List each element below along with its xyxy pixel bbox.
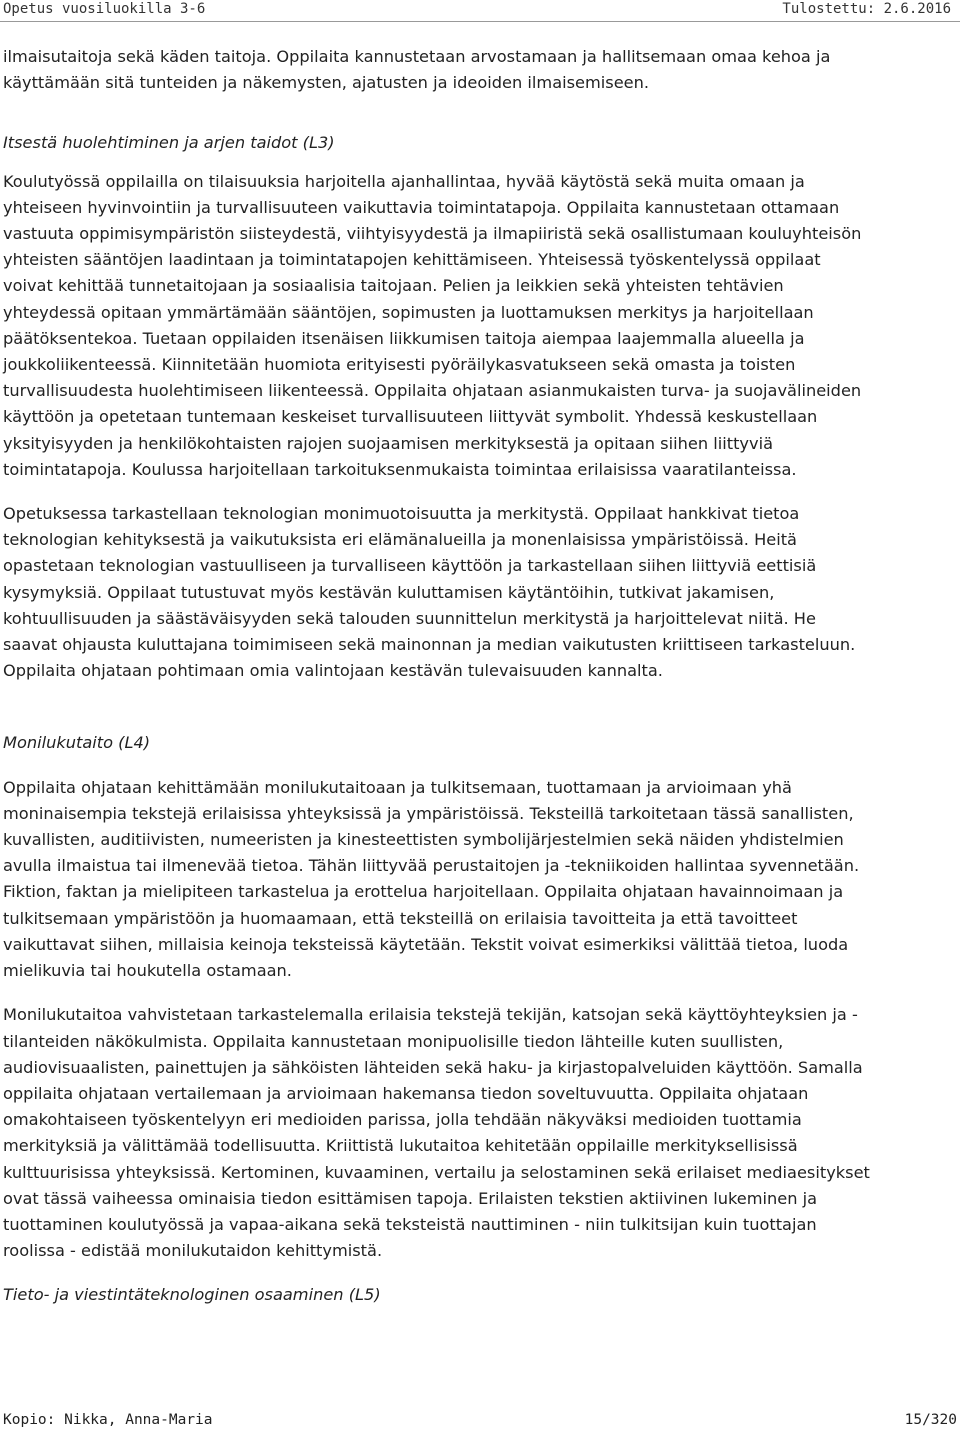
text-line: merkityksiä ja välittämää todellisuutta. Kriittistä lukutaitoa kehitetään oppilaille merkityksellisissä <box>3 1136 798 1156</box>
text-line: audiovisuaalisten, painettujen ja sähköisten lähteiden sekä haku- ja kirjastopalveluiden käyttöön. Samalla <box>3 1057 863 1077</box>
text-line: joukkoliikenteessä. Kiinnitetään huomiota erityisesti pyöräilykasvatukseen sekä omasta ja toisten <box>3 355 796 375</box>
text-line: kysymyksiä. Oppilaat tutustuvat myös kestävän kuluttamisen käytäntöihin, tutkivat jakamisen, <box>3 582 775 602</box>
intro-paragraph <box>3 44 957 96</box>
text-line: yhteydessä opitaan ymmärtämään sääntöjen, sopimusten ja luottamuksen merkitys ja harjoitellaan <box>3 302 814 322</box>
section-heading-l5: Tieto- ja viestintäteknologinen osaaminen (L5) <box>3 1285 381 1305</box>
print-date: Tulostettu: 2.6.2016 <box>782 1 951 17</box>
text-line: Opetuksessa tarkastellaan teknologian monimuotoisuutta ja merkitystä. Oppilaat hankkivat tietoa <box>3 504 800 524</box>
text-line: vastuuta oppimisympäristön siisteydestä, viihtyisyydestä ja ilmapiiristä sekä osallistumaan kouluyhteisön <box>3 224 862 244</box>
text-line: voivat kehittää tunnetaitojaan ja sosiaalisia taitojaan. Pelien ja leikkien sekä yhteisten tehtävien <box>3 276 784 296</box>
text-line: teknologian kehityksestä ja vaikutuksista eri elämänalueilla ja monenlaisissa ympäristöissä. Heitä <box>3 530 797 550</box>
text-line: opastetaan teknologian vastuulliseen ja turvalliseen käyttöön ja tarkastellaan siihen liittyviä eettisiä <box>3 556 817 576</box>
text-line: ovat tässä vaiheessa ominaisia tiedon esittämisen tapoja. Erilaisten tekstien aktiivinen lukeminen ja <box>3 1188 818 1208</box>
text-line: saavat ohjausta kuluttajana toimimiseen sekä mainonnan ja median vaikutusten kriittiseen tarkasteluun. <box>3 635 856 655</box>
text-line: tuottaminen koulutyössä ja vapaa-aikana sekä teksteistä nauttiminen - niin tulkitsijan kuin tuottajan <box>3 1214 817 1234</box>
text-line: yhteisten sääntöjen laadintaan ja toimintatapojen kehittämiseen. Yhteisessä työskentelyssä oppilaat <box>3 250 821 270</box>
text-line: käyttöön ja opetetaan tuntemaan keskeiset turvallisuuteen liittyvät symbolit. Yhdessä keskustellaan <box>3 407 818 427</box>
document-body <box>3 44 957 1309</box>
text-line: turvallisuudesta huolehtimiseen liikenteessä. Oppilaita ohjataan asianmukaisten turva- ja suojavälineiden <box>3 381 862 401</box>
text-line: moninaisempia tekstejä erilaisissa yhteyksissä ja ympäristöissä. Teksteillä tarkoitetaan tässä sanallisten, <box>3 803 854 823</box>
text-line: Oppilaita ohjataan pohtimaan omia valintojaan kestävän tulevaisuuden kannalta. <box>3 661 663 681</box>
text-line: kohtuullisuuden ja säästäväisyyden sekä talouden suunnittelun merkitystä ja harjoittelevat niitä. He <box>3 608 816 628</box>
section-heading-l4: Monilukutaito (L4) <box>3 733 151 753</box>
text-line: Oppilaita ohjataan kehittämään monilukutaitoaan ja tulkitsemaan, tuottamaan ja arvioimaan yhä <box>3 777 792 797</box>
text-line: kulttuurisissa yhteyksissä. Kertominen, kuvaaminen, vertailu ja selostaminen sekä erilaiset mediaesitykset <box>3 1162 870 1182</box>
page-number: 15/320 <box>904 1412 957 1428</box>
l4-paragraph-2 <box>3 1002 957 1264</box>
text-line: yhteiseen hyvinvointiin ja turvallisuuteen vaikuttavia toimintatapoja. Oppilaita kannustetaan ottamaan <box>3 197 840 217</box>
text-line: Fiktion, faktan ja mielipiteen tarkastelua ja erottelua harjoitellaan. Oppilaita ohjataan havainnoimaan ja <box>3 882 844 902</box>
text-line: yksityisyyden ja henkilökohtaisten rajojen suojaamisen merkityksestä ja opitaan siihen liittyviä <box>3 433 773 453</box>
l4-paragraph-1 <box>3 775 957 985</box>
text-line: vaikuttavat siihen, millaisia keinoja teksteissä käytetään. Tekstit voivat esimerkiksi välittää tietoa, luoda <box>3 934 849 954</box>
text-line: tilanteiden näkökulmista. Oppilaita kannustetaan monipuolisille tiedon lähteille kuten suullisten, <box>3 1031 784 1051</box>
text-line: toimintatapoja. Koulussa harjoitellaan tarkoituksenmukaista toimintaa erilaisissa vaaratilanteissa. <box>3 459 797 479</box>
text-line: oppilaita ohjataan vertailemaan ja arvioimaan hakemansa tiedon soveltuvuutta. Oppilaita ohjataan <box>3 1083 809 1103</box>
l3-paragraph-2 <box>3 501 957 684</box>
section-heading-l3: Itsestä huolehtiminen ja arjen taidot (L3) <box>3 133 335 153</box>
page-footer <box>0 1410 960 1436</box>
page-header <box>0 0 960 22</box>
l3-paragraph-1 <box>3 169 957 483</box>
text-line: Koulutyössä oppilailla on tilaisuuksia harjoitella ajanhallintaa, hyvää käytöstä sekä muita omaan ja <box>3 171 805 191</box>
text-line: mielikuvia tai houkutella ostamaan. <box>3 961 292 981</box>
copy-owner: Kopio: Nikka, Anna-Maria <box>3 1412 213 1428</box>
text-line: kuvallisten, auditiivisten, numeeristen ja kinesteettisten symbolijärjestelmien sekä näiden yhdistelmien <box>3 830 844 850</box>
header-divider <box>0 21 960 22</box>
text-line: ilmaisutaitoja sekä käden taitoja. Oppilaita kannustetaan arvostamaan ja hallitsemaan omaa kehoa ja <box>3 47 831 66</box>
text-line: roolissa - edistää monilukutaidon kehittymistä. <box>3 1241 383 1261</box>
text-line: tulkitsemaan ympäristöön ja huomaamaan, että teksteillä on erilaisia tavoitteita ja että tavoitteet <box>3 908 798 928</box>
text-line: avulla ilmaistua tai ilmenevää tietoa. Tähän liittyvää perustaitojen ja -tekniikoiden hallintaa syvennetään. <box>3 856 860 876</box>
text-line: omakohtaiseen työskentelyyn eri medioiden parissa, jolla tehdään näkyväksi medioiden tuottamia <box>3 1110 802 1130</box>
document-title: Opetus vuosiluokilla 3-6 <box>3 1 206 17</box>
text-line: päätöksentekoa. Tuetaan oppilaiden itsenäisen liikkumisen taitoja aiempaa laajemmalla alueella ja <box>3 328 805 348</box>
text-line: Monilukutaitoa vahvistetaan tarkastelemalla erilaisia tekstejä tekijän, katsojan sekä käyttöyhteyksien ja - <box>3 1005 858 1025</box>
text-line: käyttämään sitä tunteiden ja näkemysten, ajatusten ja ideoiden ilmaisemiseen. <box>3 73 650 93</box>
